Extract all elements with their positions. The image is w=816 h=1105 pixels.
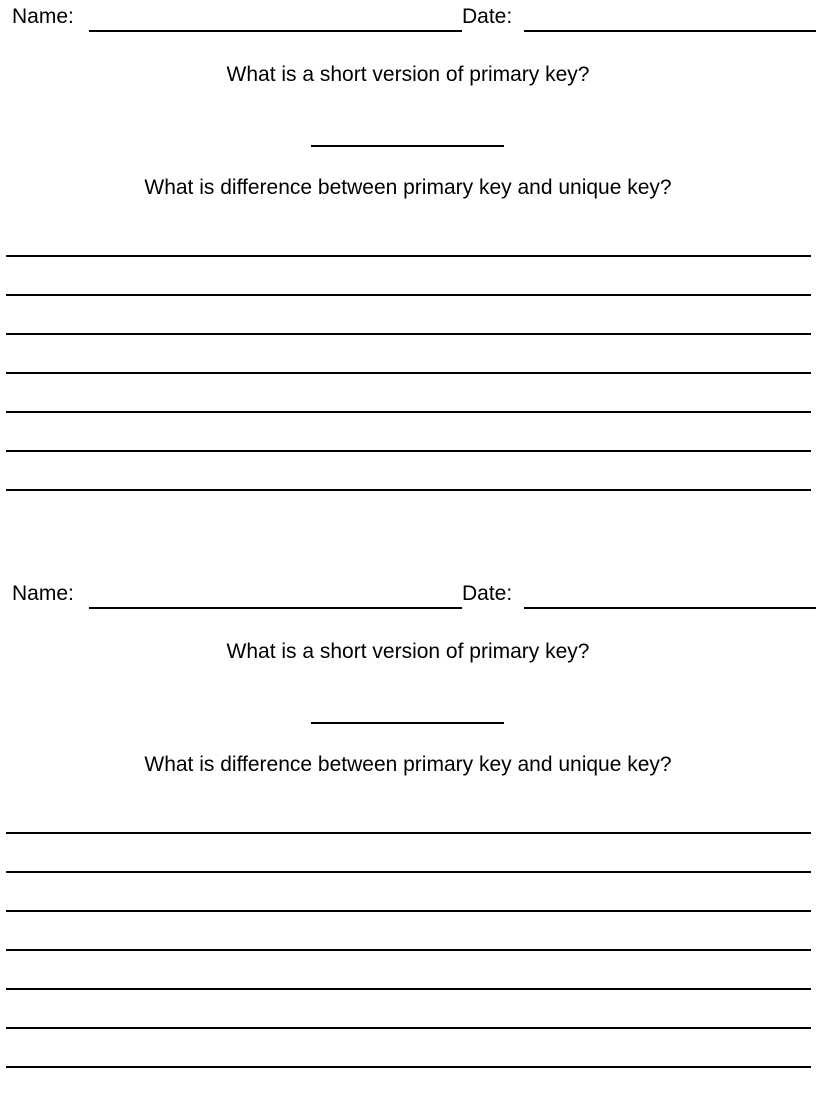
- answer-line[interactable]: [6, 832, 811, 834]
- date-label: Date:: [462, 5, 513, 28]
- worksheet-2: [0, 577, 816, 1077]
- question-1: What is a short version of primary key?: [226, 63, 590, 86]
- name-label: Name:: [12, 5, 74, 28]
- question-2: What is difference between primary key and unique key?: [144, 753, 672, 776]
- answer-line[interactable]: [6, 910, 811, 912]
- date-label: Date:: [462, 582, 513, 605]
- question-1: What is a short version of primary key?: [226, 640, 590, 663]
- answer-line[interactable]: [6, 255, 811, 257]
- answer-line[interactable]: [6, 871, 811, 873]
- date-field[interactable]: [524, 30, 816, 32]
- name-field[interactable]: [89, 30, 462, 32]
- answer-line[interactable]: [6, 450, 811, 452]
- answer-line[interactable]: [6, 489, 811, 491]
- answer-line[interactable]: [6, 988, 811, 990]
- worksheet-1: [0, 0, 816, 500]
- long-answer-area[interactable]: [6, 832, 811, 1105]
- answer-line[interactable]: [6, 411, 811, 413]
- name-label: Name:: [12, 582, 74, 605]
- name-field[interactable]: [89, 607, 462, 609]
- question-2: What is difference between primary key and unique key?: [144, 176, 672, 199]
- answer-line[interactable]: [6, 294, 811, 296]
- answer-line[interactable]: [6, 372, 811, 374]
- answer-line[interactable]: [6, 1027, 811, 1029]
- answer-line[interactable]: [6, 333, 811, 335]
- answer-line[interactable]: [6, 949, 811, 951]
- long-answer-area[interactable]: [6, 255, 811, 528]
- date-field[interactable]: [524, 607, 816, 609]
- answer-line[interactable]: [6, 1066, 811, 1068]
- short-answer-field[interactable]: [311, 722, 504, 724]
- short-answer-field[interactable]: [311, 145, 504, 147]
